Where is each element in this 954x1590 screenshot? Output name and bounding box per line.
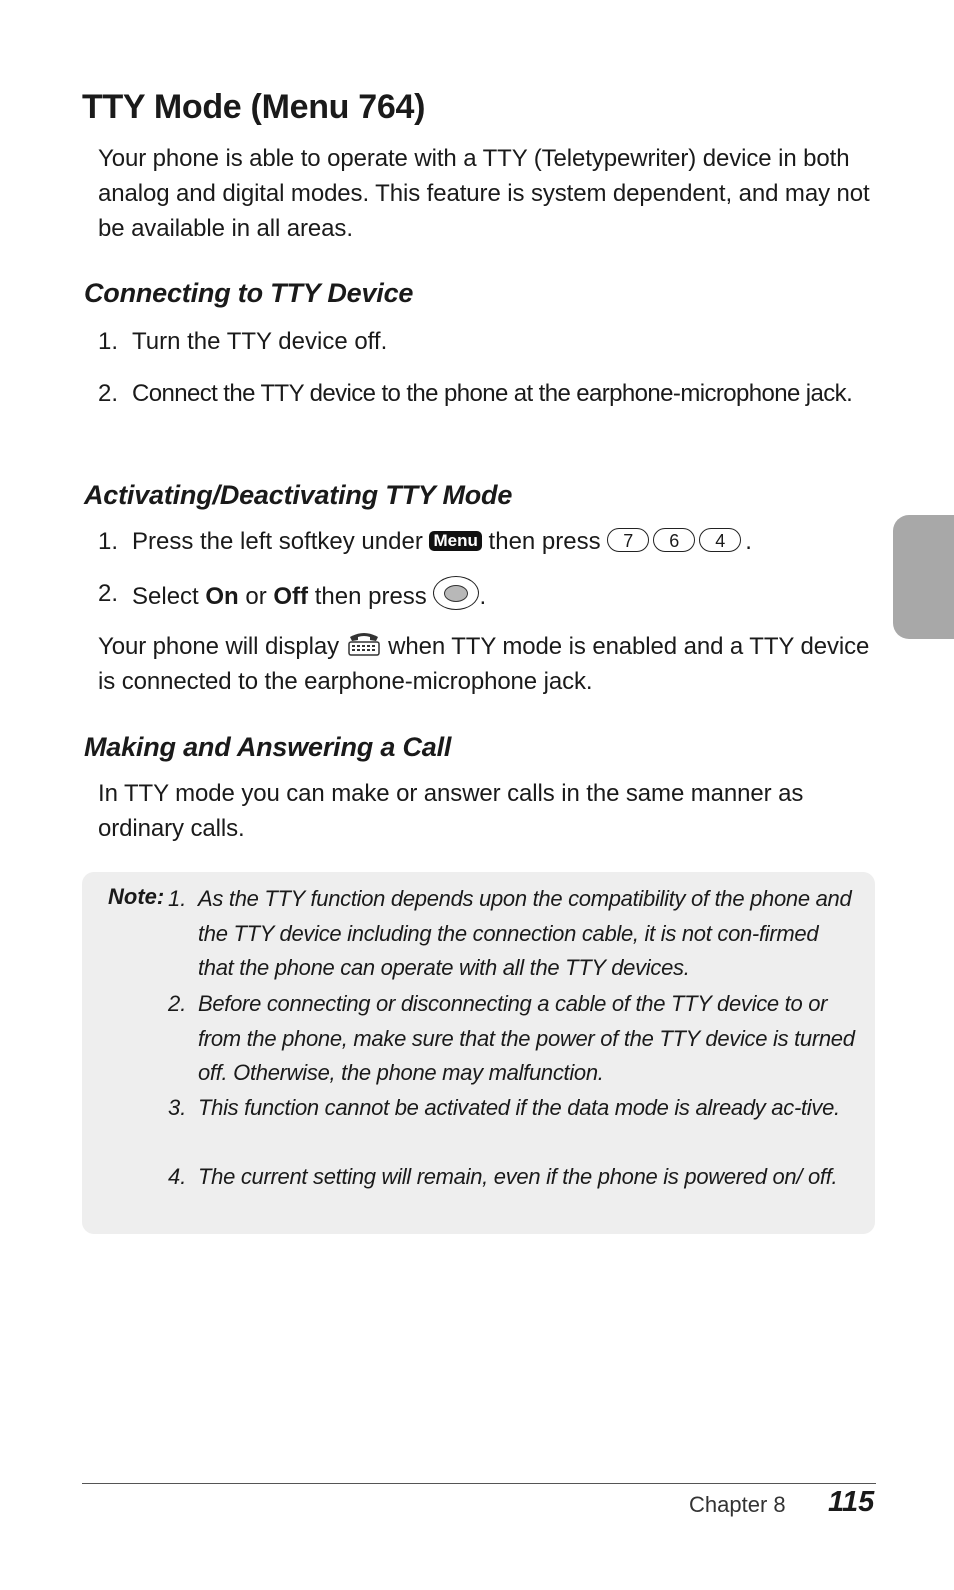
step-number: 1. (98, 328, 119, 355)
step-text: Turn the TTY device off. (132, 328, 388, 355)
note-text: This function cannot be activated if the data mode is already ac-tive. (198, 1095, 840, 1120)
key-7-icon: 7 (607, 528, 649, 552)
display-text-before: Your phone will display (98, 633, 339, 660)
page-title: TTY Mode (Menu 764) (82, 88, 426, 126)
note-item-3 (168, 1091, 858, 1126)
note-number: 4. (168, 1164, 187, 1189)
activating-step-1 (98, 524, 873, 559)
chapter-tab (893, 515, 954, 639)
option-on: On (205, 583, 239, 610)
section-heading-calls: Making and Answering a Call (84, 732, 452, 762)
step-text: Connect the TTY device to the phone at the earphone-microphone jack. (132, 380, 853, 407)
connecting-step-1 (98, 324, 873, 359)
note-text: Before connecting or disconnecting a cable of the TTY device to or from the phone, make sure that the power of the TTY device is turned off. Otherwise, the phone may malfunction. (198, 991, 855, 1086)
step-text-before: Select (132, 583, 199, 610)
note-text: The current setting will remain, even if the phone is powered on/ off. (198, 1164, 838, 1189)
note-item-4 (168, 1160, 858, 1195)
display-paragraph (98, 629, 873, 699)
note-text: As the TTY function depends upon the compatibility of the phone and the TTY device including the connection cable, it is not con-firmed that the phone can operate with all the TTY devices. (198, 886, 852, 981)
step-end: . (479, 583, 487, 610)
note-number: 2. (168, 991, 187, 1016)
chapter-label: Chapter 8 (689, 1492, 786, 1517)
footer-divider (82, 1483, 876, 1484)
option-off: Off (273, 583, 309, 610)
note-number: 1. (168, 886, 187, 911)
connecting-step-2 (98, 376, 873, 411)
note-item-1 (168, 882, 858, 986)
menu-softkey-icon: Menu (429, 531, 481, 551)
step-number: 2. (98, 380, 119, 407)
tty-icon (346, 631, 382, 657)
activating-step-2 (98, 576, 873, 614)
step-text-before: Press the left softkey under (132, 528, 423, 555)
step-text-or: or (245, 583, 267, 610)
note-label: Note: (108, 884, 165, 909)
step-text-after: then press (314, 583, 427, 610)
step-end: . (745, 528, 752, 555)
intro-paragraph: Your phone is able to operate with a TTY (Teletypewriter) device in both analog and digital modes. This feature is system dependent, and may not be available in all areas. (98, 145, 870, 242)
key-4-icon: 4 (699, 528, 741, 552)
calls-paragraph: In TTY mode you can make or answer calls in the same manner as ordinary calls. (98, 780, 804, 842)
page-number: 115 (828, 1486, 875, 1518)
display-text-after: when TTY mode is enabled and a TTY device is connected to the earphone-microphone jack. (98, 633, 870, 695)
section-heading-activating: Activating/Deactivating TTY Mode (84, 480, 513, 510)
note-item-2 (168, 987, 858, 1091)
key-6-icon: 6 (653, 528, 695, 552)
step-number: 2. (98, 580, 119, 607)
ok-key-icon (433, 576, 479, 610)
step-text-after: then press (488, 528, 601, 555)
section-heading-connecting: Connecting to TTY Device (84, 278, 414, 308)
note-number: 3. (168, 1095, 187, 1120)
step-number: 1. (98, 528, 119, 555)
